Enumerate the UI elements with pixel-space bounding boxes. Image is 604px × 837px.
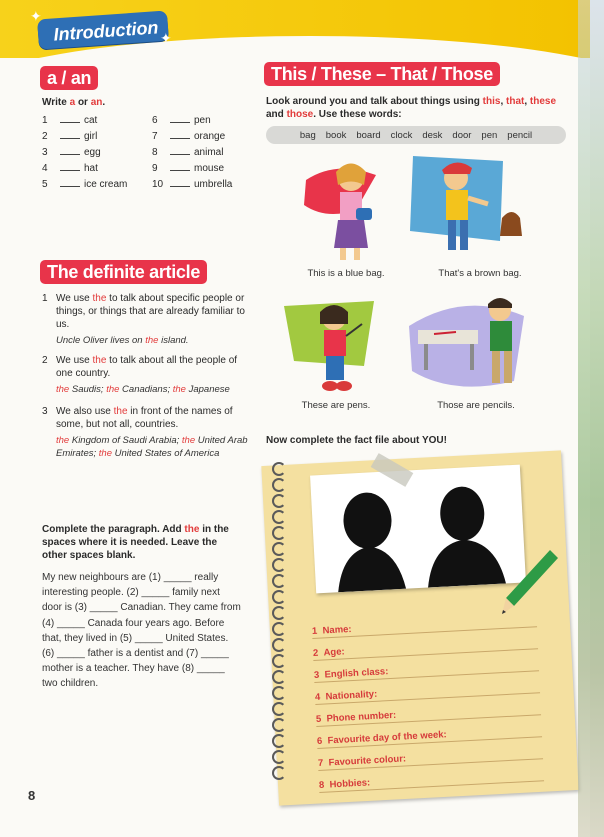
list-item[interactable]: 3 egg: [42, 147, 101, 158]
list-item[interactable]: 6 pen: [152, 115, 211, 126]
girl-blue-bag-illustration: [296, 150, 426, 265]
list-item[interactable]: 1 cat: [42, 115, 98, 126]
caption-pencils: Those are pencils.: [437, 400, 515, 411]
fact-field-phone-number[interactable]: 5 Phone number:: [316, 710, 397, 725]
caption-blue-bag: This is a blue bag.: [307, 268, 385, 279]
definite-article-heading: The definite article: [40, 260, 207, 284]
demonstratives-heading: This / These – That / Those: [264, 62, 500, 86]
a-an-instruction: Write a or an.: [42, 97, 106, 108]
fact-field-english-class[interactable]: 3 English class:: [314, 666, 389, 681]
page-number: 8: [28, 788, 36, 803]
list-item[interactable]: 8 animal: [152, 147, 224, 158]
factfile-instruction: Now complete the fact file about YOU!: [266, 435, 447, 446]
word-chip: bag: [299, 129, 316, 141]
fact-field-name[interactable]: 1 Name:: [312, 624, 352, 637]
demonstratives-instruction: Look around you and talk about things using this, that, these and those. Use these words:: [266, 96, 557, 120]
silhouette-image: [310, 465, 526, 594]
list-item[interactable]: 2 girl: [42, 131, 98, 142]
fact-field-hobbies[interactable]: 8 Hobbies:: [319, 777, 371, 791]
list-item[interactable]: 4 hat: [42, 163, 98, 174]
list-item[interactable]: 5 ice cream: [42, 179, 128, 190]
pencil-icon: [500, 548, 560, 618]
rule-2: 2 We use the to talk about all the people of one country. the Saudis; the Canadians; the Japanese: [42, 355, 238, 395]
page-edge: [578, 0, 604, 837]
word-chip: door: [452, 129, 472, 141]
photo-frame: [310, 465, 526, 594]
word-chip: pencil: [507, 129, 533, 141]
list-item[interactable]: 9 mouse: [152, 163, 225, 174]
a-an-heading: a / an: [40, 66, 98, 90]
fact-field-age[interactable]: 2 Age:: [313, 646, 345, 659]
girl-pens-illustration: [284, 286, 414, 398]
sparkle-icon: ✦: [30, 8, 42, 24]
caption-brown-bag: That's a brown bag.: [438, 268, 522, 279]
word-chip: desk: [422, 129, 443, 141]
rule-1: 1 We use the to talk about specific people or things, or things that are already familiar to us. Uncle Oliver lives on the island.: [42, 293, 245, 346]
rule-3: 3 We also use the in front of the names of some, but not all, countries. the Kingdom of Saudi Arabia; the United Arab Emirates; the United States of America: [42, 406, 248, 459]
word-bank: [266, 126, 566, 144]
boy-brown-bag-illustration: [408, 146, 538, 264]
list-item[interactable]: 7 orange: [152, 131, 226, 142]
word-chip: pen: [481, 129, 498, 141]
exercise-paragraph: My new neighbours are (1) _____ really interesting people. (2) _____ family next door is (3) _____ Canadian. They came from (4) _____ Canada four years ago. Before that, they lived in (5) _____ United States. (6) _____ father is a dentist and (7) _____ mother is a teacher. They have (8) _____ two children.: [42, 572, 241, 690]
fact-field-favourite-day[interactable]: 6 Favourite day of the week:: [317, 729, 447, 747]
sparkle-icon: ✦: [160, 30, 172, 46]
word-chip: clock: [390, 129, 413, 141]
fact-field-favourite-colour[interactable]: 7 Favourite colour:: [318, 753, 407, 769]
boy-pencils-illustration: [404, 286, 544, 398]
fact-field-nationality[interactable]: 4 Nationality:: [315, 689, 378, 703]
word-chip: board: [356, 129, 381, 141]
word-chip: book: [325, 129, 347, 141]
list-item[interactable]: 10 umbrella: [152, 179, 233, 190]
caption-pens: These are pens.: [301, 400, 371, 411]
paragraph-instruction: Complete the paragraph. Add the in the spaces where it is needed. Leave the other spaces blank.: [42, 524, 229, 561]
unit-title: Introduction: [52, 17, 160, 45]
